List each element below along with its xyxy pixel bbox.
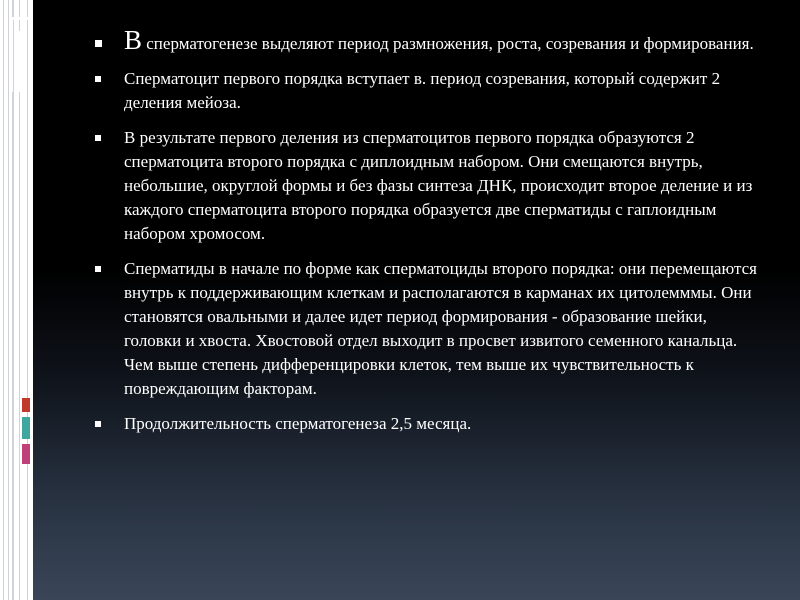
square-bullet-icon (95, 135, 101, 141)
bullet-lead-letter: В (124, 25, 143, 55)
bullet-text: В результате первого деления из сперматоцитов первого порядка образуются 2 сперматоцита второго порядка с диплоидным набором. Они смещаются внутрь, небольшие, округлой формы и без фазы синтеза ДНК, происходит второе деление и из каждого сперматоцита второго порядка образуется две сперматиды с гаплоидным набором хромосом. (124, 128, 753, 243)
accent-mark-magenta (22, 444, 30, 464)
square-bullet-icon (95, 421, 101, 427)
bullet-item (93, 412, 761, 436)
bullet-text: Сперматиды в начале по форме как сперматоциды второго порядка: они перемещаются внутрь к поддерживающим клеткам и располагаются в карманах их цитолемммы. Они становятся овальными и далее идет период формирования - образование шейки, головки и хвоста. Хвостовой отдел выходит в просвет извитого семенного канальца. Чем выше степень дифференцировки клеток, тем выше их чувствительность к повреждающим факторам. (124, 259, 757, 398)
square-bullet-icon (95, 266, 101, 272)
bullet-item (93, 67, 761, 115)
color-accent-marks (22, 398, 30, 464)
bullet-list (93, 25, 761, 447)
bullet-text: Сперматоцит первого порядка вступает в. период созревания, который содержит 2 деления мейоза. (124, 69, 721, 112)
accent-mark-red (22, 398, 30, 412)
bullet-text: сперматогенезе выделяют период размножения, роста, созревания и формирования. (142, 34, 754, 53)
accent-mark-teal (22, 417, 30, 439)
bullet-item (93, 257, 761, 401)
bullet-item (93, 25, 761, 56)
corner-decoration-icon (10, 17, 32, 92)
slide (33, 0, 800, 600)
bullet-text: Продолжительность сперматогенеза 2,5 месяца. (124, 414, 472, 433)
square-bullet-icon (95, 40, 102, 47)
bullet-item (93, 126, 761, 246)
square-bullet-icon (95, 76, 101, 82)
